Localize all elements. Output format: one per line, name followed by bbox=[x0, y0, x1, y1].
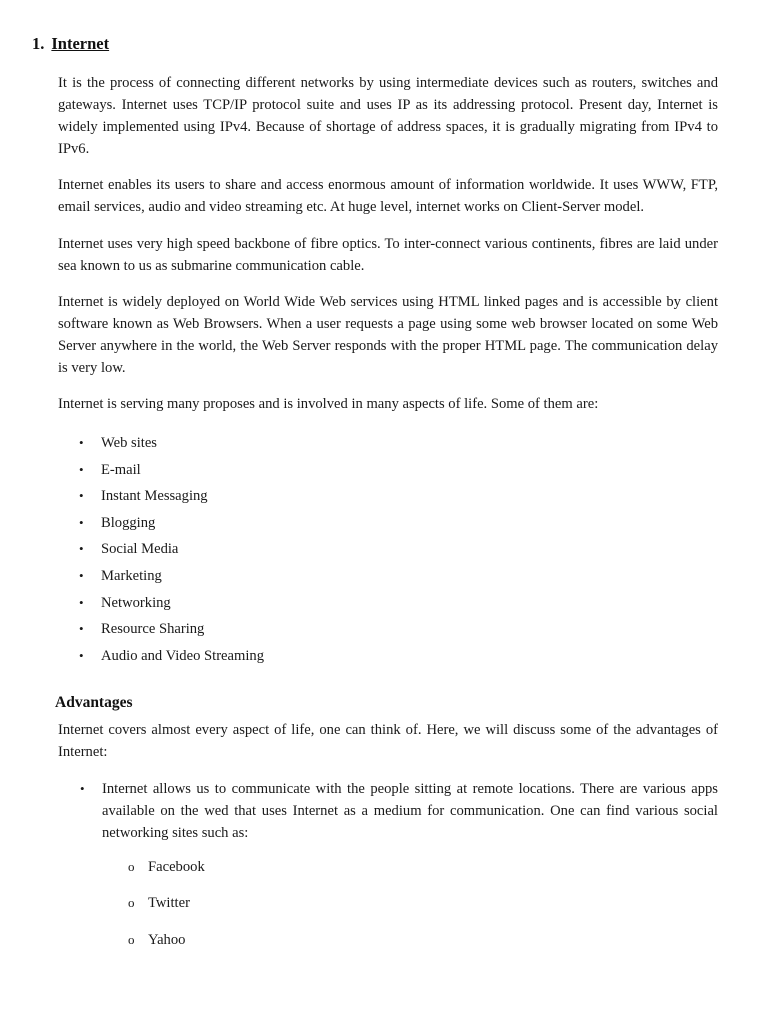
list-item-label: Networking bbox=[101, 594, 171, 611]
advantages-intro: Internet covers almost every aspect of life, one can think of. Here, we will discuss some of the advantages of Internet: bbox=[58, 722, 718, 760]
section-heading bbox=[32, 34, 109, 54]
section-number: 1. bbox=[32, 34, 45, 53]
paragraph-www: Internet is widely deployed on World Wide Web services using HTML linked pages and is accessible by client software known as Web Browsers. When a user requests a page using some web browser located on some Web Server anywhere in the world, the Web Server responds with the proper HTML page. The communication delay is very low. bbox=[58, 294, 718, 376]
bullet-icon: • bbox=[80, 781, 85, 796]
site-label: Twitter bbox=[148, 895, 190, 912]
advantage-item bbox=[80, 778, 718, 844]
list-item bbox=[58, 430, 264, 457]
list-item-label: Social Media bbox=[101, 541, 179, 558]
paragraph-sharing: Internet enables its users to share and access enormous amount of information worldwide. It uses WWW, FTP, email services, audio and video streaming etc. At huge level, internet works on Client-Server model. bbox=[58, 177, 718, 215]
list-item-label: Resource Sharing bbox=[101, 621, 205, 638]
list-item bbox=[128, 856, 205, 892]
bullet-icon: • bbox=[79, 514, 84, 530]
list-item-label: Marketing bbox=[101, 567, 162, 584]
list-item bbox=[58, 563, 264, 590]
social-sites-list bbox=[128, 856, 205, 965]
list-item-label: Audio and Video Streaming bbox=[101, 647, 265, 664]
paragraph-intro: It is the process of connecting different networks by using intermediate devices such as routers, switches and gateways. Internet uses TCP/IP protocol suite and uses IP as its addressing protocol. Present day, Internet is widely implemented using IPv4. Because of shortage of address spaces, it is gradually migrating from IPv4 to IPv6. bbox=[58, 75, 718, 157]
bullet-icon: • bbox=[79, 647, 84, 663]
bullet-icon: • bbox=[79, 488, 84, 504]
site-label: Yahoo bbox=[148, 931, 186, 948]
paragraph-backbone: Internet uses very high speed backbone of fibre optics. To inter-connect various continents, fibres are laid under sea known to us as submarine communication cable. bbox=[58, 236, 718, 274]
list-item-label: E-mail bbox=[101, 461, 141, 478]
list-item bbox=[58, 457, 264, 484]
list-item-label: Instant Messaging bbox=[101, 488, 208, 505]
bullet-icon: • bbox=[79, 621, 84, 637]
bullet-icon: • bbox=[79, 435, 84, 450]
list-item bbox=[128, 892, 205, 928]
bullet-icon: • bbox=[79, 461, 84, 477]
list-item bbox=[58, 643, 264, 670]
bullet-icon: • bbox=[79, 567, 84, 583]
bullet-icon: • bbox=[79, 594, 84, 610]
site-label: Facebook bbox=[148, 859, 205, 875]
paragraph-purposes: Internet is serving many proposes and is involved in many aspects of life. Some of them are: bbox=[58, 396, 599, 412]
section-title: Internet bbox=[51, 34, 110, 53]
list-item bbox=[58, 590, 264, 617]
list-item bbox=[58, 616, 264, 643]
advantage-item-text: Internet allows us to communicate with the people sitting at remote locations. There are various apps available on the wed that uses Internet as a medium for communication. One can find various social networking sites such as: bbox=[102, 781, 718, 841]
circle-bullet-icon: o bbox=[128, 931, 135, 947]
list-item-label: Web sites bbox=[101, 435, 157, 451]
list-item bbox=[58, 483, 264, 510]
circle-bullet-icon: o bbox=[128, 859, 135, 874]
bullet-icon: • bbox=[79, 541, 84, 557]
circle-bullet-icon: o bbox=[128, 895, 135, 911]
list-item bbox=[58, 510, 264, 537]
list-item bbox=[58, 536, 264, 563]
advantages-heading: Advantages bbox=[55, 694, 133, 711]
list-item-label: Blogging bbox=[101, 514, 156, 531]
uses-list bbox=[58, 430, 264, 669]
list-item bbox=[128, 929, 205, 965]
